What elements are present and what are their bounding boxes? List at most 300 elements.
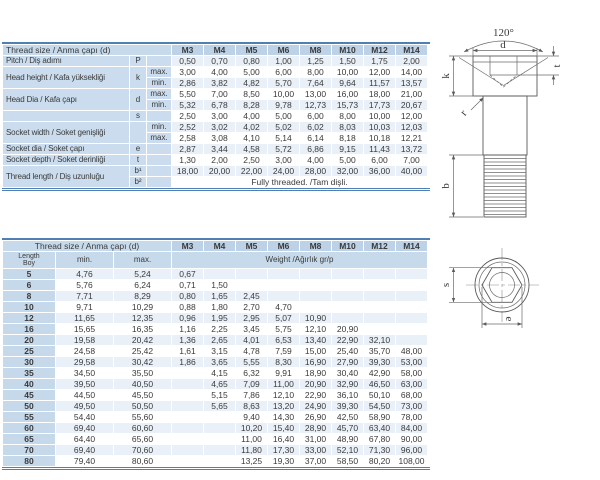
weight-row xyxy=(3,280,427,290)
spec-value: 9,78 xyxy=(268,100,299,110)
weight-value: 63,00 xyxy=(396,379,427,389)
spec-value: 10,03 xyxy=(364,122,395,132)
weight-value: 11,80 xyxy=(236,445,267,455)
size-header-M6: M6 xyxy=(268,241,299,251)
weight-value: 28,90 xyxy=(300,423,331,433)
spec-value: 36,00 xyxy=(364,166,395,176)
size-header-M14: M14 xyxy=(396,45,427,55)
spec-row xyxy=(3,155,427,165)
min-length-value: 44,50 xyxy=(56,390,113,400)
min-length-value: 15,65 xyxy=(56,324,113,334)
spec-row-symbol: k xyxy=(130,67,146,88)
size-header-M3: M3 xyxy=(172,241,203,251)
spec-value: 8,00 xyxy=(300,67,331,77)
weight-value: 22,90 xyxy=(300,390,331,400)
spec-row-label xyxy=(3,111,129,121)
weight-value: 8,30 xyxy=(268,357,299,367)
weight-value: 19,30 xyxy=(268,456,299,466)
spec-value: 12,00 xyxy=(396,111,427,121)
length-value: 40 xyxy=(3,379,55,389)
size-header-M8: M8 xyxy=(300,241,331,251)
spec-row-symbol: s xyxy=(130,111,146,121)
min-length-value: 34,50 xyxy=(56,368,113,378)
spec-value: 4,00 xyxy=(300,155,331,165)
weight-value xyxy=(364,313,395,323)
weight-value: 48,90 xyxy=(332,434,363,444)
weight-value: 15,00 xyxy=(300,346,331,356)
min-length-value: 49,50 xyxy=(56,401,113,411)
screw-thread xyxy=(484,155,526,217)
max-length-value: 55,60 xyxy=(114,412,171,422)
spec-value: 10,18 xyxy=(364,133,395,143)
weight-value: 13,40 xyxy=(300,335,331,345)
spec-value: 6,86 xyxy=(300,144,331,154)
spec-value: 15,73 xyxy=(332,100,363,110)
weight-value xyxy=(332,302,363,312)
weight-value xyxy=(364,302,395,312)
weight-value xyxy=(268,269,299,279)
max-length-value: 80,60 xyxy=(114,456,171,466)
min-length-value: 7,71 xyxy=(56,291,113,301)
spec-value: 2,52 xyxy=(172,122,203,132)
spec-value: 3,44 xyxy=(204,144,235,154)
weight-value: 68,00 xyxy=(396,390,427,400)
weight-value: 1,65 xyxy=(204,291,235,301)
length-value: 25 xyxy=(3,346,55,356)
weight-value: 42,50 xyxy=(332,412,363,422)
length-value: 5 xyxy=(3,269,55,279)
weight-value xyxy=(300,280,331,290)
length-value: 55 xyxy=(3,412,55,422)
weight-value xyxy=(364,291,395,301)
weight-row xyxy=(3,346,427,356)
min-length-value: 69,40 xyxy=(56,445,113,455)
weight-value: 73,00 xyxy=(396,401,427,411)
min-length-value: 4,76 xyxy=(56,269,113,279)
weight-value xyxy=(396,269,427,279)
weight-value: 39,30 xyxy=(332,401,363,411)
weight-row xyxy=(3,313,427,323)
weight-value: 90,00 xyxy=(396,434,427,444)
weight-value: 35,70 xyxy=(364,346,395,356)
weight-subheader-row xyxy=(3,252,427,268)
weight-value xyxy=(396,280,427,290)
weight-value: 14,30 xyxy=(268,412,299,422)
spec-row-limit xyxy=(147,177,171,187)
min-length-value: 39,50 xyxy=(56,379,113,389)
weight-value: 1,50 xyxy=(204,280,235,290)
weight-value: 12,10 xyxy=(268,390,299,400)
weight-value xyxy=(396,291,427,301)
spec-row xyxy=(3,56,427,66)
max-length-value: 25,42 xyxy=(114,346,171,356)
weight-value xyxy=(396,324,427,334)
spec-value: 12,73 xyxy=(300,100,331,110)
weight-header-row xyxy=(3,241,427,251)
weight-value xyxy=(172,434,203,444)
spec-value: 5,00 xyxy=(268,111,299,121)
weight-value: 108,00 xyxy=(396,456,427,466)
weight-value xyxy=(172,456,203,466)
spec-value: 12,00 xyxy=(364,67,395,77)
weight-value xyxy=(332,280,363,290)
weight-value: 46,50 xyxy=(364,379,395,389)
length-value: 8 xyxy=(3,291,55,301)
spec-value: 4,00 xyxy=(204,67,235,77)
length-value: 35 xyxy=(3,368,55,378)
weight-value: 10,90 xyxy=(300,313,331,323)
length-value: 12 xyxy=(3,313,55,323)
weight-value: 4,01 xyxy=(236,335,267,345)
weight-value: 84,00 xyxy=(396,423,427,433)
spec-value: 1,30 xyxy=(172,155,203,165)
spec-value: 13,57 xyxy=(396,78,427,88)
weight-row xyxy=(3,434,427,444)
spec-value: 20,00 xyxy=(204,166,235,176)
spec-table-body xyxy=(3,45,427,187)
weight-value: 20,90 xyxy=(300,379,331,389)
weight-value xyxy=(332,269,363,279)
weight-value: 7,59 xyxy=(268,346,299,356)
max-length-value: 50,50 xyxy=(114,401,171,411)
weight-value xyxy=(364,280,395,290)
min-length-value: 54,40 xyxy=(56,412,113,422)
weight-value: 4,78 xyxy=(236,346,267,356)
weight-value: 67,80 xyxy=(364,434,395,444)
weight-value: 18,90 xyxy=(300,368,331,378)
spec-value: 5,32 xyxy=(172,100,203,110)
spec-row xyxy=(3,67,427,77)
weight-value xyxy=(332,291,363,301)
max-length-value: 65,60 xyxy=(114,434,171,444)
fully-threaded-note: Fully threaded. /Tam dişli. xyxy=(172,177,427,187)
weight-value: 1,80 xyxy=(204,302,235,312)
spec-value: 5,00 xyxy=(236,67,267,77)
spec-value: 16,00 xyxy=(332,89,363,99)
spec-row-limit: min. xyxy=(147,78,171,88)
weight-value xyxy=(300,269,331,279)
max-length-value: 70,60 xyxy=(114,445,171,455)
weight-row xyxy=(3,445,427,455)
spec-value: 11,57 xyxy=(364,78,395,88)
weight-value: 2,65 xyxy=(204,335,235,345)
spec-value: 12,03 xyxy=(396,122,427,132)
spec-value: 18,00 xyxy=(364,89,395,99)
spec-table-section xyxy=(2,42,430,191)
weight-value xyxy=(172,401,203,411)
spec-header-row xyxy=(3,45,427,55)
spec-value: 0,80 xyxy=(236,56,267,66)
spec-value: 4,82 xyxy=(236,78,267,88)
spec-row-limit xyxy=(147,155,171,165)
max-length-value: 45,50 xyxy=(114,390,171,400)
weight-value: 0,71 xyxy=(172,280,203,290)
spec-row-label: Socket width / Soket genişliği xyxy=(3,122,129,143)
weight-value xyxy=(204,269,235,279)
weight-value: 13,25 xyxy=(236,456,267,466)
size-header-M5: M5 xyxy=(236,45,267,55)
spec-row-label: Pitch / Diş adımı xyxy=(3,56,129,66)
spec-row xyxy=(3,89,427,99)
spec-row-label: Socket dia / Soket çapı xyxy=(3,144,129,154)
spec-value: 2,86 xyxy=(172,78,203,88)
spec-value: 2,00 xyxy=(396,56,427,66)
weight-value: 12,10 xyxy=(300,324,331,334)
screw-side-view-drawing xyxy=(440,8,600,236)
spec-row xyxy=(3,111,427,121)
weight-row xyxy=(3,324,427,334)
weight-value: 45,70 xyxy=(332,423,363,433)
weight-value: 48,00 xyxy=(396,346,427,356)
spec-row xyxy=(3,166,427,176)
spec-row-label: Thread length / Diş uzunluğu xyxy=(3,166,129,187)
weight-value xyxy=(172,390,203,400)
weight-value xyxy=(204,445,235,455)
weight-value: 71,30 xyxy=(364,445,395,455)
spec-value: 13,00 xyxy=(300,89,331,99)
weight-row xyxy=(3,412,427,422)
weight-value: 4,70 xyxy=(268,302,299,312)
weight-value xyxy=(396,313,427,323)
spec-row-label: Head height / Kafa yüksekliği xyxy=(3,67,129,88)
weight-row xyxy=(3,390,427,400)
weight-value: 24,90 xyxy=(300,401,331,411)
spec-row-symbol: b² xyxy=(130,177,146,187)
weight-value: 37,00 xyxy=(300,456,331,466)
spec-value: 10,00 xyxy=(268,89,299,99)
spec-table-title: Thread size / Anma çapı (d) xyxy=(3,45,171,55)
weight-value xyxy=(268,280,299,290)
spec-value: 2,50 xyxy=(172,111,203,121)
spec-value: 4,10 xyxy=(236,133,267,143)
weight-value xyxy=(204,412,235,422)
weight-value: 22,90 xyxy=(332,335,363,345)
socket-depth-label: t xyxy=(551,64,563,68)
weight-value xyxy=(236,269,267,279)
spec-row-limit: max. xyxy=(147,67,171,77)
max-length-value: 60,60 xyxy=(114,423,171,433)
socket-width-label: s xyxy=(440,282,452,288)
length-value: 6 xyxy=(3,280,55,290)
size-header-M8: M8 xyxy=(300,45,331,55)
spec-value: 4,00 xyxy=(236,111,267,121)
max-length-value: 40,50 xyxy=(114,379,171,389)
length-column-header: Length Boy xyxy=(3,252,55,268)
length-value: 80 xyxy=(3,456,55,466)
weight-value xyxy=(172,412,203,422)
weight-table xyxy=(2,240,428,467)
weight-value: 53,00 xyxy=(396,357,427,367)
spec-value: 11,43 xyxy=(364,144,395,154)
spec-row-limit xyxy=(147,144,171,154)
spec-value: 6,00 xyxy=(364,155,395,165)
spec-value: 5,14 xyxy=(268,133,299,143)
weight-value: 5,75 xyxy=(268,324,299,334)
weight-value: 11,00 xyxy=(236,434,267,444)
weight-value xyxy=(172,445,203,455)
weight-value xyxy=(396,335,427,345)
spec-value: 1,50 xyxy=(332,56,363,66)
spec-value: 7,00 xyxy=(396,155,427,165)
weight-value: 25,40 xyxy=(332,346,363,356)
max-length-value: 6,24 xyxy=(114,280,171,290)
spec-value: 8,00 xyxy=(332,111,363,121)
weight-value: 2,45 xyxy=(236,291,267,301)
spec-value: 3,82 xyxy=(204,78,235,88)
weight-value: 11,00 xyxy=(268,379,299,389)
spec-value: 3,02 xyxy=(204,122,235,132)
weight-value xyxy=(204,423,235,433)
weight-value: 20,90 xyxy=(332,324,363,334)
spec-value: 22,00 xyxy=(236,166,267,176)
spec-row-symbol: d xyxy=(130,89,146,110)
weight-value: 2,25 xyxy=(204,324,235,334)
spec-value: 10,00 xyxy=(332,67,363,77)
weight-value: 1,16 xyxy=(172,324,203,334)
weight-row xyxy=(3,269,427,279)
spec-value: 2,87 xyxy=(172,144,203,154)
spec-value: 6,02 xyxy=(300,122,331,132)
weight-value: 0,88 xyxy=(172,302,203,312)
weight-value: 32,10 xyxy=(364,335,395,345)
weight-value xyxy=(364,269,395,279)
weight-value: 3,45 xyxy=(236,324,267,334)
spec-value: 17,73 xyxy=(364,100,395,110)
weight-value xyxy=(396,302,427,312)
spec-row-limit: min. xyxy=(147,100,171,110)
weight-value: 58,90 xyxy=(364,412,395,422)
spec-value: 20,67 xyxy=(396,100,427,110)
weight-row xyxy=(3,379,427,389)
max-length-value: 5,24 xyxy=(114,269,171,279)
weight-value: 2,70 xyxy=(236,302,267,312)
spec-value: 4,02 xyxy=(236,122,267,132)
head-height-label: k xyxy=(440,73,452,79)
spec-row-limit xyxy=(147,166,171,176)
weight-table-section xyxy=(2,238,430,470)
weight-row xyxy=(3,423,427,433)
weight-table-title: Thread size / Anma çapı (d) xyxy=(3,241,171,251)
spec-value: 10,00 xyxy=(364,111,395,121)
weight-value: 0,96 xyxy=(172,313,203,323)
max-length-value: 20,42 xyxy=(114,335,171,345)
weight-value: 36,10 xyxy=(332,390,363,400)
spec-row-symbol: e xyxy=(130,144,146,154)
weight-value xyxy=(172,379,203,389)
length-value: 20 xyxy=(3,335,55,345)
size-header-M5: M5 xyxy=(236,241,267,251)
length-value: 30 xyxy=(3,357,55,367)
weight-value: 2,95 xyxy=(236,313,267,323)
head-dia-label: d xyxy=(500,39,506,51)
spec-row-symbol xyxy=(130,122,146,143)
weight-value: 7,09 xyxy=(236,379,267,389)
spec-value: 0,70 xyxy=(204,56,235,66)
spec-value: 7,64 xyxy=(300,78,331,88)
weight-column-header: Weight /Ağırlık gr/p xyxy=(172,252,427,268)
weight-value: 63,40 xyxy=(364,423,395,433)
weight-value: 5,07 xyxy=(268,313,299,323)
weight-value: 7,86 xyxy=(236,390,267,400)
weight-row xyxy=(3,456,427,466)
spec-row xyxy=(3,144,427,154)
spec-value: 2,00 xyxy=(204,155,235,165)
spec-row-limit xyxy=(147,111,171,121)
weight-table-body xyxy=(3,241,427,466)
spec-value: 21,00 xyxy=(396,89,427,99)
weight-value xyxy=(300,302,331,312)
spec-value: 3,00 xyxy=(172,67,203,77)
socket-dia-label: e xyxy=(503,316,515,322)
weight-value: 3,15 xyxy=(204,346,235,356)
weight-value: 1,61 xyxy=(172,346,203,356)
max-length-value: 8,29 xyxy=(114,291,171,301)
weight-row xyxy=(3,335,427,345)
max-length-value: 16,35 xyxy=(114,324,171,334)
length-value: 70 xyxy=(3,445,55,455)
spec-value: 13,72 xyxy=(396,144,427,154)
size-header-M12: M12 xyxy=(364,241,395,251)
spec-row-label: Socket depth / Soket derinliği xyxy=(3,155,129,165)
spec-value: 8,18 xyxy=(332,133,363,143)
weight-value: 31,00 xyxy=(300,434,331,444)
spec-row-limit: min. xyxy=(147,122,171,132)
spec-value: 9,64 xyxy=(332,78,363,88)
spec-value: 14,00 xyxy=(396,67,427,77)
weight-value: 13,20 xyxy=(268,401,299,411)
spec-value: 5,70 xyxy=(268,78,299,88)
weight-value: 16,40 xyxy=(268,434,299,444)
spec-value: 24,00 xyxy=(268,166,299,176)
spec-value: 0,50 xyxy=(172,56,203,66)
weight-row xyxy=(3,291,427,301)
spec-row-symbol: b¹ xyxy=(130,166,146,176)
spec-value: 1,25 xyxy=(300,56,331,66)
spec-value: 5,72 xyxy=(268,144,299,154)
weight-value: 5,15 xyxy=(204,390,235,400)
weight-value: 4,65 xyxy=(204,379,235,389)
spec-value: 6,14 xyxy=(300,133,331,143)
weight-value xyxy=(204,434,235,444)
spec-row-symbol: P xyxy=(130,56,146,66)
spec-value: 2,58 xyxy=(172,133,203,143)
spec-value: 6,00 xyxy=(300,111,331,121)
weight-value xyxy=(204,456,235,466)
weight-value: 32,90 xyxy=(332,379,363,389)
min-length-value: 24,58 xyxy=(56,346,113,356)
spec-row xyxy=(3,122,427,132)
min-length-value: 64,40 xyxy=(56,434,113,444)
length-value: 50 xyxy=(3,401,55,411)
length-value: 60 xyxy=(3,423,55,433)
weight-value: 80,20 xyxy=(364,456,395,466)
min-length-value: 79,40 xyxy=(56,456,113,466)
max-length-value: 12,35 xyxy=(114,313,171,323)
weight-value xyxy=(236,280,267,290)
weight-value: 0,67 xyxy=(172,269,203,279)
min-column-header: min. xyxy=(56,252,113,268)
weight-value xyxy=(364,324,395,334)
spec-row-label: Head Dia / Kafa çapı xyxy=(3,89,129,110)
length-value: 65 xyxy=(3,434,55,444)
min-length-value: 29,58 xyxy=(56,357,113,367)
spec-value: 12,21 xyxy=(396,133,427,143)
fillet-radius-label: r xyxy=(457,107,470,119)
weight-value: 33,00 xyxy=(300,445,331,455)
spec-value: 2,50 xyxy=(236,155,267,165)
weight-value: 27,90 xyxy=(332,357,363,367)
spec-value: 6,78 xyxy=(204,100,235,110)
